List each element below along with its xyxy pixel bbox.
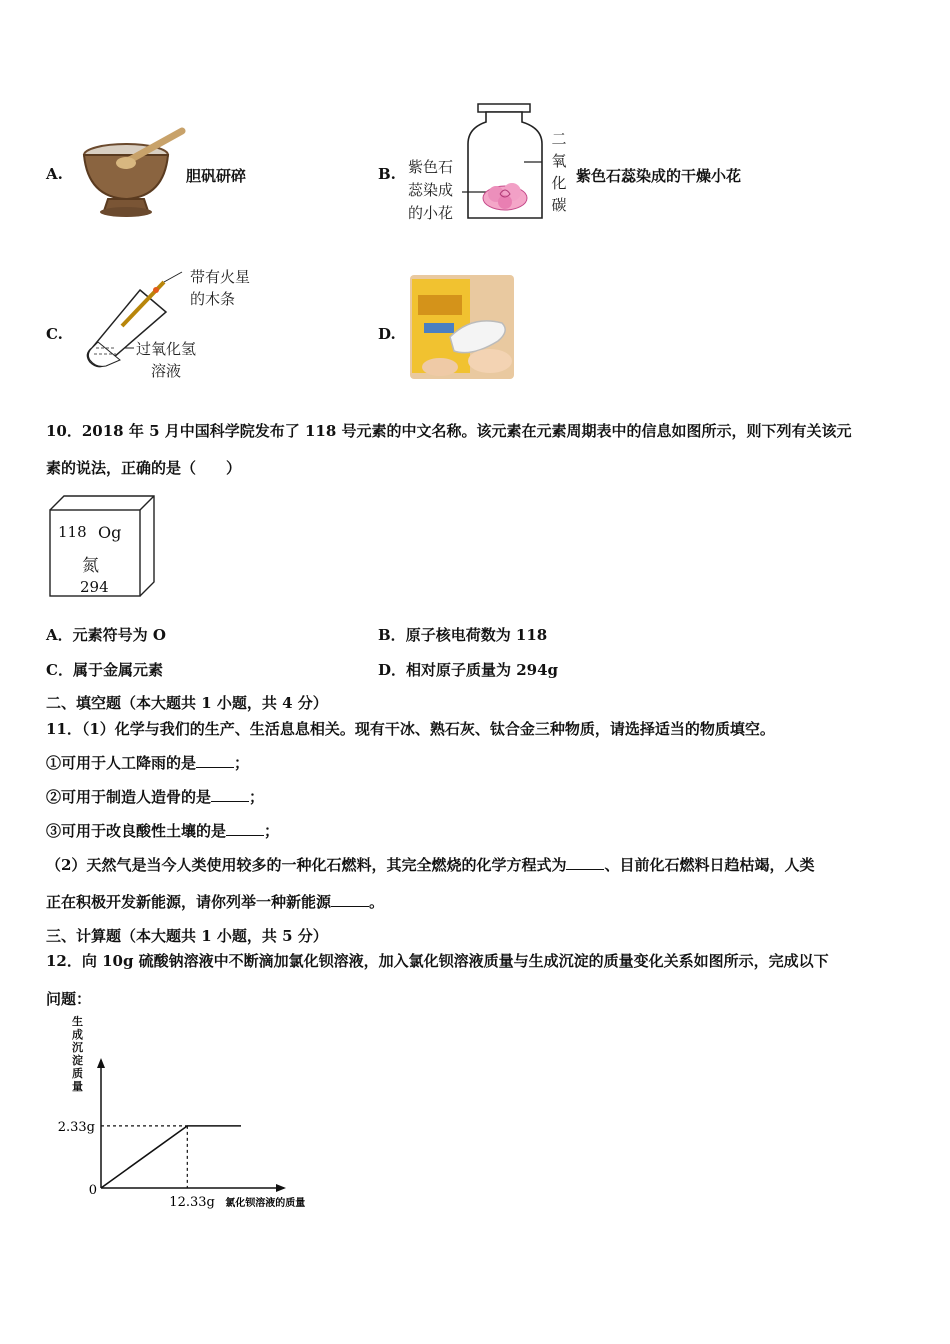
q11-item-text: ①可用于人工降雨的是 bbox=[46, 754, 197, 772]
answer-blank[interactable] bbox=[211, 787, 249, 802]
q11-part2-line2 bbox=[46, 891, 384, 912]
section-3-heading: 三、计算题（本大题共 1 小题，共 5 分） bbox=[46, 927, 328, 945]
q10-option-text: 相对原子质量为 294g bbox=[406, 661, 559, 679]
gas-bottle-figure bbox=[460, 102, 550, 224]
q11-item-suffix: ； bbox=[249, 788, 265, 806]
q10-option-b bbox=[378, 624, 547, 645]
q10-option-d bbox=[378, 659, 558, 680]
mortar-pestle-figure bbox=[78, 125, 188, 220]
q10-option-letter: D． bbox=[378, 661, 407, 679]
element-atomic-mass: 294 bbox=[80, 578, 109, 596]
splint-label-line: 带有火星 bbox=[190, 268, 251, 286]
origin-label: 0 bbox=[88, 1183, 97, 1198]
h2o2-label bbox=[136, 338, 196, 382]
splint-label bbox=[190, 266, 250, 310]
element-symbol: Og bbox=[98, 523, 122, 542]
co2-label bbox=[550, 128, 568, 216]
q9-option-a-caption: 胆矾研碎 bbox=[186, 167, 247, 185]
q11-part2-text: 、目前化石燃料日趋枯竭，人类 bbox=[604, 856, 815, 874]
q11-part2-text: 。 bbox=[369, 893, 385, 911]
q9-option-c-letter: C. bbox=[46, 325, 63, 343]
q11-item-text: ③可用于改良酸性土壤的是 bbox=[46, 822, 227, 840]
q10-stem-line1: 10．2018 年 5 月中国科学院发布了 118 号元素的中文名称。该元素在元素周期表中的信息如图所示，则下列有关该元 bbox=[46, 422, 852, 440]
q10-option-text: 原子核电荷数为 118 bbox=[405, 626, 548, 644]
answer-blank[interactable] bbox=[331, 892, 369, 907]
q11-item-2 bbox=[46, 786, 264, 807]
q11-item-suffix: ； bbox=[264, 822, 280, 840]
q12-stem-line1: 12．向 10g 硫酸钠溶液中不断滴加氯化钡溶液，加入氯化钡溶液质量与生成沉淀的质量变化关系如图所示，完成以下 bbox=[46, 952, 829, 970]
q11-item-text: ②可用于制造人造骨的是 bbox=[46, 788, 212, 806]
h2o2-label-line: 溶液 bbox=[151, 362, 182, 380]
q10-option-text: 属于金属元素 bbox=[72, 661, 163, 679]
flower-label-line: 蕊染成 bbox=[408, 181, 454, 199]
answer-blank[interactable] bbox=[226, 821, 264, 836]
q10-option-c bbox=[46, 659, 163, 680]
x-axis-arrow bbox=[276, 1184, 286, 1192]
flower-label-line: 紫色石 bbox=[408, 158, 454, 176]
q11-intro: 11．（1）化学与我们的生产、生活息息相关。现有干冰、熟石灰、钛合金三种物质，请选择适当的物质填空。 bbox=[46, 720, 775, 738]
q11-part2-line1 bbox=[46, 854, 814, 875]
answer-blank[interactable] bbox=[196, 753, 234, 768]
q10-option-letter: A． bbox=[46, 626, 73, 644]
q12-stem-line2: 问题： bbox=[46, 990, 92, 1008]
section-2-heading: 二、填空题（本大题共 1 小题，共 4 分） bbox=[46, 694, 328, 712]
x-tick-label: 12.33g bbox=[169, 1195, 215, 1210]
flower-label bbox=[408, 156, 453, 225]
q10-option-a bbox=[46, 624, 166, 645]
x-axis-label: 氯化钡溶液的质量 bbox=[225, 1198, 306, 1209]
q11-item-3 bbox=[46, 820, 279, 841]
series-line bbox=[101, 1126, 241, 1188]
q11-item-suffix: ； bbox=[234, 754, 250, 772]
chart-y-axis-label: 生成沉淀质量 bbox=[72, 1015, 83, 1093]
q10-option-letter: B． bbox=[378, 626, 406, 644]
q10-option-letter: C． bbox=[46, 661, 73, 679]
precipitate-mass-chart bbox=[40, 1050, 310, 1215]
sealing-packet-photo bbox=[410, 275, 514, 379]
co2-label-char: 二 bbox=[551, 130, 567, 148]
q9-option-a-letter: A. bbox=[46, 165, 63, 183]
q11-part2-text: 正在积极开发新能源，请你列举一种新能源 bbox=[46, 893, 332, 911]
q9-option-b-caption: 紫色石蕊染成的干燥小花 bbox=[576, 167, 742, 185]
splint-label-line: 的木条 bbox=[190, 290, 236, 308]
co2-label-char: 化 bbox=[551, 174, 567, 192]
q11-item-1 bbox=[46, 752, 249, 773]
flower-label-line: 的小花 bbox=[408, 204, 454, 222]
co2-label-char: 碳 bbox=[551, 196, 567, 214]
y-axis-arrow bbox=[97, 1058, 105, 1068]
y-tick-label: 2.33g bbox=[57, 1119, 95, 1135]
answer-blank[interactable] bbox=[566, 855, 604, 870]
h2o2-label-line: 过氧化氢 bbox=[136, 340, 197, 358]
q9-option-b-letter: B. bbox=[378, 165, 396, 183]
element-atomic-number: 118 bbox=[58, 523, 87, 541]
element-name: 氮 bbox=[82, 556, 99, 576]
q10-stem-line2: 素的说法，正确的是（ ） bbox=[46, 459, 242, 477]
q11-part2-text: （2）天然气是当今人类使用较多的一种化石燃料，其完全燃烧的化学方程式为 bbox=[46, 856, 567, 874]
q10-option-text: 元素符号为 O bbox=[72, 626, 166, 644]
q9-option-d-letter: D. bbox=[378, 325, 396, 343]
co2-label-char: 氧 bbox=[551, 152, 567, 170]
